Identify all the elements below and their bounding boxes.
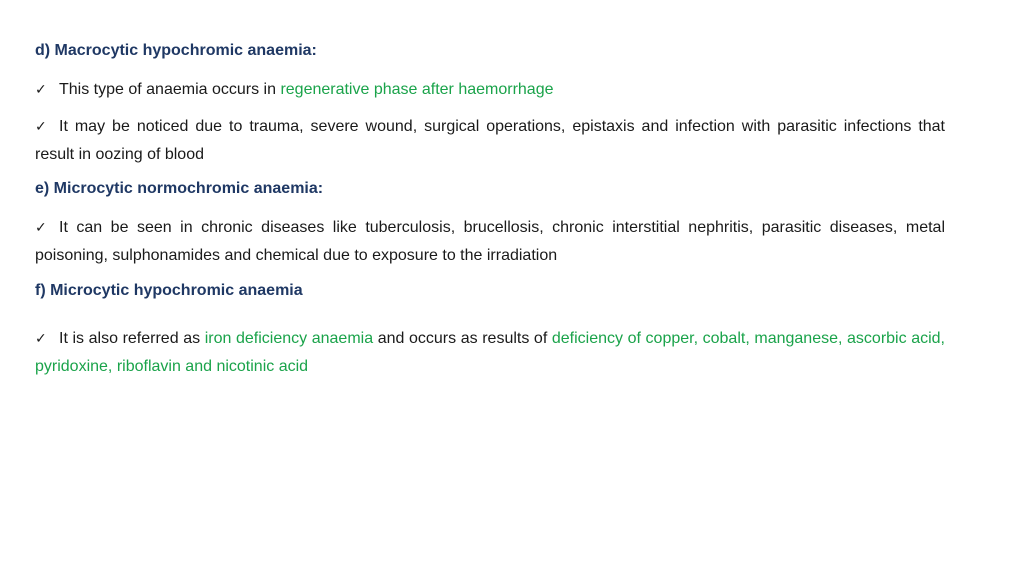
check-icon: ✓ <box>35 331 47 347</box>
bullet-paragraph <box>35 76 945 104</box>
check-icon: ✓ <box>35 82 47 98</box>
bullet-paragraph <box>35 325 945 380</box>
heading-macrocytic-hypochromic: d) Macrocytic hypochromic anaemia: <box>35 42 317 59</box>
check-icon: ✓ <box>35 119 47 135</box>
paragraph-text: It may be noticed due to trauma, severe wound, surgical operations, epistaxis and infection with parasitic infections that result in oozing of blood <box>35 118 945 163</box>
bullet-paragraph <box>35 214 945 269</box>
paragraph-text: It is also referred as <box>59 330 205 347</box>
check-icon: ✓ <box>35 220 47 236</box>
paragraph-text: and occurs as results of <box>373 330 552 347</box>
bullet-paragraph <box>35 113 945 168</box>
highlighted-text: iron deficiency anaemia <box>204 330 374 347</box>
paragraph-text: This type of anaemia occurs in <box>59 81 281 98</box>
highlighted-text: regenerative phase after haemorrhage <box>280 81 554 98</box>
highlighted-text: deficiency of copper, cobalt, manganese, ascorbic acid, pyridoxine, riboflavin and nicotinic acid <box>35 330 946 375</box>
heading-microcytic-normochromic: e) Microcytic normochromic anaemia: <box>35 180 324 197</box>
paragraph-text: It can be seen in chronic diseases like tuberculosis, brucellosis, chronic interstitial nephritis, parasitic diseases, metal poisoning, sulphonamides and chemical due to exposure to the irradiation <box>35 219 945 264</box>
slide-content <box>35 0 945 576</box>
heading-microcytic-hypochromic: f) Microcytic hypochromic anaemia <box>35 282 303 299</box>
